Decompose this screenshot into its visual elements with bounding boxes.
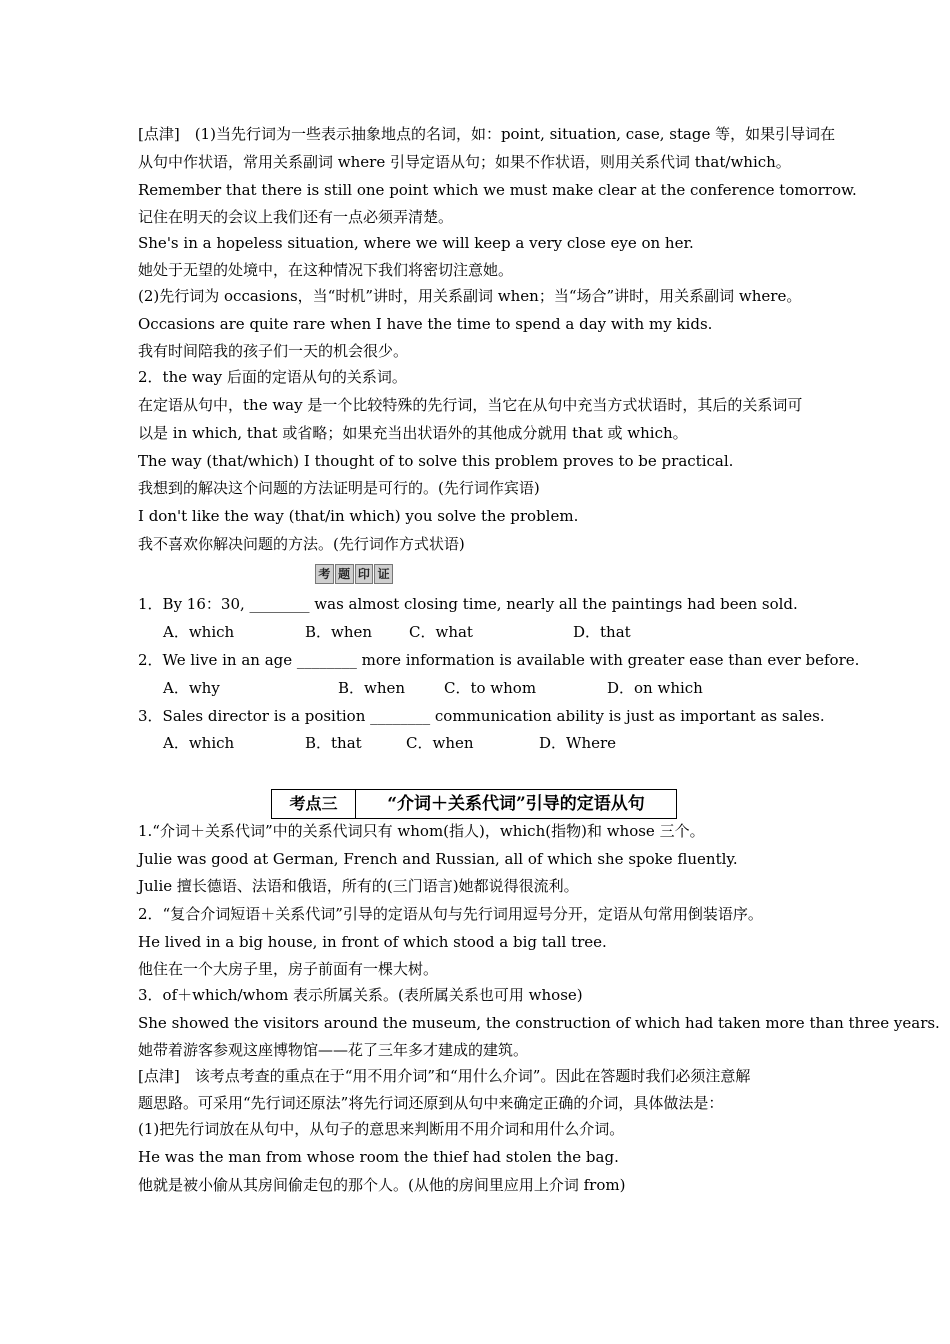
text-line: I don't like the way (that/in which) you solve the problem. bbox=[138, 507, 579, 525]
text-line: 1.“介词＋关系代词”中的关系代词只有 whom(指人)，which(指物)和 whose 三个。 bbox=[138, 822, 705, 840]
badge-char: 证 bbox=[374, 564, 393, 584]
option-d[interactable]: D．Where bbox=[539, 734, 617, 752]
question-2-options bbox=[163, 678, 853, 698]
text-line: She's in a hopeless situation, where we will keep a very close eye on her. bbox=[138, 234, 694, 252]
option-c[interactable]: C．what bbox=[409, 623, 473, 641]
option-b[interactable]: B．when bbox=[305, 623, 373, 641]
text-line: Julie was good at German, French and Russian, all of which she spoke fluently. bbox=[138, 850, 738, 868]
option-b[interactable]: B．that bbox=[305, 734, 362, 752]
badge-char: 印 bbox=[355, 564, 374, 584]
text-line: Julie 擅长德语、法语和俄语，所有的(三门语言)她都说得很流利。 bbox=[138, 877, 579, 895]
text-line: 他就是被小偷从其房间偷走包的那个人。(从他的房间里应用上介词 from) bbox=[138, 1176, 626, 1194]
text-line: [点津] 该考点考查的重点在于“用不用介词”和“用什么介词”。因此在答题时我们必须注意解 bbox=[138, 1067, 751, 1085]
text-line: (2)先行词为 occasions，当“时机”讲时，用关系副词 when；当“场合”讲时，用关系副词 where。 bbox=[138, 287, 802, 305]
text-line: [点津] (1)当先行词为一些表示抽象地点的名词，如：point, situation, case, stage 等，如果引导词在 bbox=[138, 125, 836, 143]
text-line: 以是 in which, that 或省略；如果充当出状语外的其他成分就用 that 或 which。 bbox=[138, 424, 688, 442]
text-line: He was the man from whose room the thief had stolen the bag. bbox=[138, 1148, 619, 1166]
text-line: 从句中作状语，常用关系副词 where 引导定语从句；如果不作状语，则用关系代词 that/which。 bbox=[138, 153, 791, 171]
option-c[interactable]: C．when bbox=[406, 734, 474, 752]
option-a[interactable]: A．which bbox=[163, 734, 235, 752]
question-3-options bbox=[163, 733, 853, 753]
option-a[interactable]: A．why bbox=[163, 679, 220, 697]
question-1-stem: 1．By 16：30, ________ was almost closing time, nearly all the paintings had been sold. bbox=[138, 595, 798, 613]
option-c[interactable]: C．to whom bbox=[444, 679, 537, 697]
question-3-stem: 3．Sales director is a position ________ communication ability is just as important as sales. bbox=[138, 707, 825, 725]
section-title: “介词＋关系代词”引导的定语从句 bbox=[387, 794, 645, 814]
text-line: 在定语从句中，the way 是一个比较特殊的先行词，当它在从句中充当方式状语时，其后的关系词可 bbox=[138, 396, 803, 414]
text-line: Occasions are quite rare when I have the time to spend a day with my kids. bbox=[138, 315, 713, 333]
text-line: 她处于无望的处境中，在这种情况下我们将密切注意她。 bbox=[138, 261, 514, 279]
text-line: 2．the way 后面的定语从句的关系词。 bbox=[138, 368, 407, 386]
section-number: 考点三 bbox=[272, 790, 356, 818]
text-line: The way (that/which) I thought of to solve this problem proves to be practical. bbox=[138, 452, 734, 470]
exam-proof-badge bbox=[315, 564, 393, 584]
question-2-stem: 2．We live in an age ________ more information is available with greater ease than ever before. bbox=[138, 651, 860, 669]
text-line: 我有时间陪我的孩子们一天的机会很少。 bbox=[138, 342, 409, 360]
text-line: He lived in a big house, in front of which stood a big tall tree. bbox=[138, 933, 607, 951]
option-a[interactable]: A．which bbox=[163, 623, 235, 641]
text-line: 我想到的解决这个问题的方法证明是可行的。(先行词作宾语) bbox=[138, 479, 540, 497]
question-1-options bbox=[163, 622, 853, 642]
section-heading bbox=[271, 789, 677, 819]
text-line: 她带着游客参观这座博物馆——花了三年多才建成的建筑。 bbox=[138, 1041, 529, 1059]
text-line: Remember that there is still one point which we must make clear at the conference tomorrow. bbox=[138, 181, 857, 199]
text-line: 我不喜欢你解决问题的方法。(先行词作方式状语) bbox=[138, 535, 465, 553]
text-line: 3．of＋which/whom 表示所属关系。(表所属关系也可用 whose) bbox=[138, 986, 583, 1004]
option-b[interactable]: B．when bbox=[338, 679, 406, 697]
text-line: 他住在一个大房子里，房子前面有一棵大树。 bbox=[138, 960, 439, 978]
badge-char: 考 bbox=[315, 564, 334, 584]
option-d[interactable]: D．on which bbox=[607, 679, 703, 697]
badge-char: 题 bbox=[335, 564, 354, 584]
text-line: She showed the visitors around the museum, the construction of which had taken more than three years. bbox=[138, 1014, 940, 1032]
option-d[interactable]: D．that bbox=[573, 623, 631, 641]
text-line: 记住在明天的会议上我们还有一点必须弄清楚。 bbox=[138, 208, 454, 226]
text-line: (1)把先行词放在从句中，从句子的意思来判断用不用介词和用什么介词。 bbox=[138, 1120, 625, 1138]
text-line: 题思路。可采用“先行词还原法”将先行词还原到从句中来确定正确的介词，具体做法是： bbox=[138, 1094, 724, 1112]
text-line: 2．“复合介词短语＋关系代词”引导的定语从句与先行词用逗号分开，定语从句常用倒装语序。 bbox=[138, 905, 763, 923]
